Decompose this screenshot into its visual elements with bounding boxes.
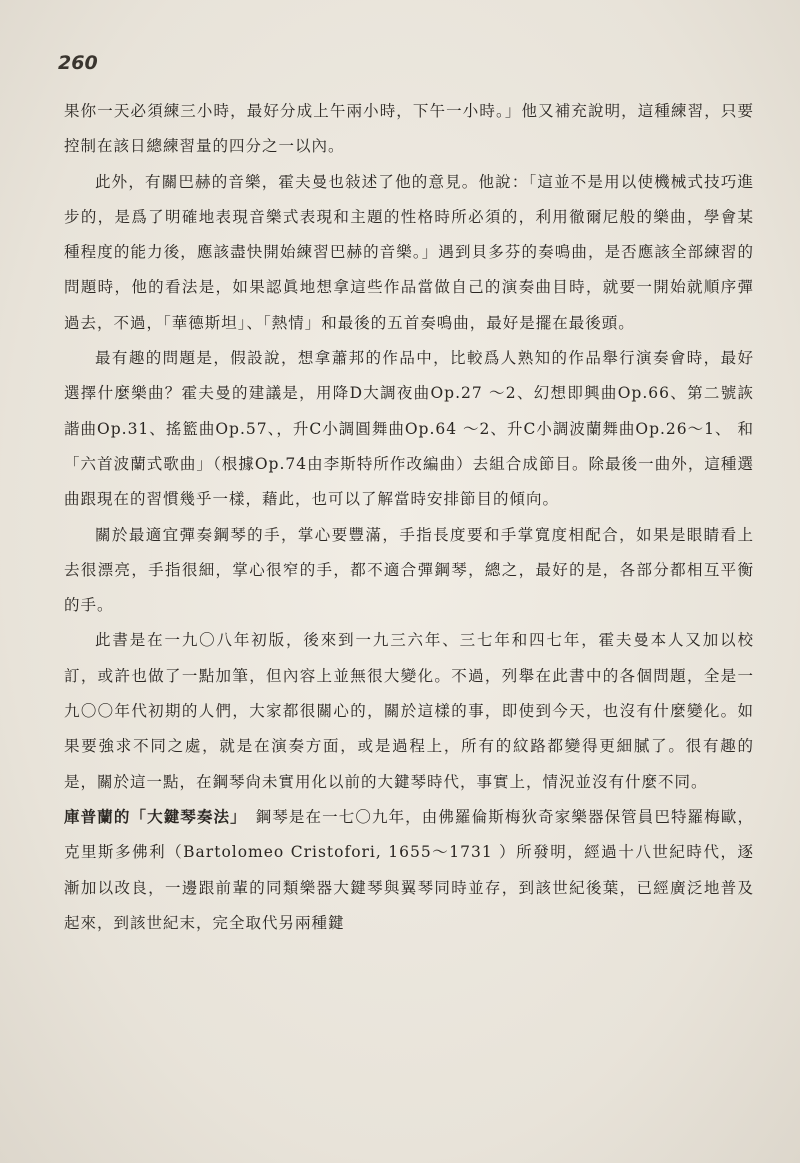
body-text [64,94,754,941]
section-paragraph [64,800,754,941]
paragraph: 此書是在一九〇八年初版，後來到一九三六年、三七年和四七年，霍夫曼本人又加以校訂，或許也做了一點加筆，但內容上並無很大變化。不過，列舉在此書中的各個問題，全是一九〇〇年代初期的人們，大家都很關心的，關於這樣的事，即使到今天，也沒有什麼變化。如果要強求不同之處，就是在演奏方面，或是過程上，所有的紋路都變得更細膩了。很有趣的是，關於這一點，在鋼琴尙未實用化以前的大鍵琴時代，事實上，情況並沒有什麼不同。 [64,631,754,791]
paragraph: 果你一天必須練三小時，最好分成上午兩小時，下午一小時。」他又補充說明，這種練習，只要控制在該日總練習量的四分之一以內。 [64,102,754,156]
paragraph: 關於最適宜彈奏鋼琴的手，掌心要豐滿，手指長度要和手掌寬度相配合，如果是眼睛看上去很漂亮，手指很細，掌心很窄的手，都不適合彈鋼琴，總之，最好的是，各部分都相互平衡的手。 [64,525,754,615]
paragraph: 此外，有關巴赫的音樂，霍夫曼也敍述了他的意見。他說：「這並不是用以使機械式技巧進步的，是爲了明確地表現音樂式表現和主題的性格時所必須的，利用徹爾尼般的樂曲，學會某種程度的能力後，應該盡快開始練習巴赫的音樂。」遇到貝多芬的奏鳴曲，是否應該全部練習的問題時，他的看法是，如果認眞地想拿這些作品當做自己的演奏曲目時，就要一開始就順序彈過去，不過，「華德斯坦」、「熱情」和最後的五首奏鳴曲，最好是擺在最後頭。 [64,172,754,332]
section-text: 鋼琴是在一七〇九年，由佛羅倫斯梅狄奇家樂器保管員巴特羅梅歐，克里斯多佛利（Bartolomeo Cristofori, 1655～1731 ）所發明，經過十八世紀時代，逐漸加以改良，一邊跟前輩的同類樂器大鍵琴與翼琴同時並存，到該世紀後葉，已經廣泛地普及起來，到該世紀末，完全取代另兩種鍵 [64,807,754,932]
section-heading: 庫普蘭的「大鍵琴奏法」 [64,807,240,826]
page-number: 260 [58,52,98,74]
paragraph: 最有趣的問題是，假設說，想拿蕭邦的作品中，比較爲人熟知的作品舉行演奏會時，最好選擇什麼樂曲？霍夫曼的建議是，用降D大調夜曲Op.27 ～2、幻想即興曲Op.66、第二號詼諧曲Op.31、搖籃曲Op.57、，升C小調圓舞曲Op.64 ～2、升C小調波蘭舞曲Op.26～1、 和「六首波蘭式歌曲」（根據Op.74由李斯特所作改編曲）去組合成節目。除最後一曲外，這種選曲跟現在的習慣幾乎一樣，藉此，也可以了解當時安排節目的傾向。 [64,349,754,509]
